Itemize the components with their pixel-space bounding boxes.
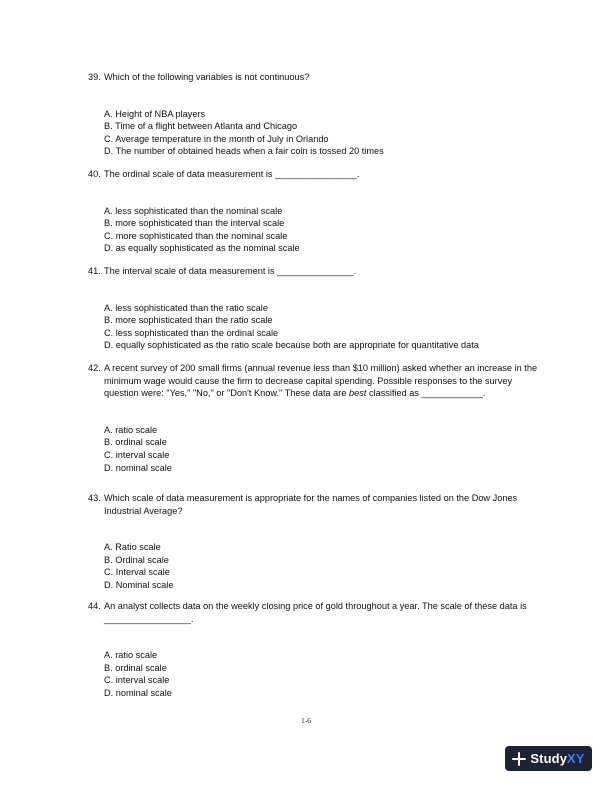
question-40 (88, 168, 538, 255)
brand-name-primary: Study (530, 751, 568, 766)
page-number: 1-6 (301, 716, 311, 725)
answer-option: B. ordinal scale (104, 437, 167, 448)
answer-option: D. The number of obtained heads when a fair coin is tossed 20 times (104, 146, 384, 157)
question-text: The ordinal scale of data measurement is ________________. (104, 169, 360, 179)
answer-option: B. more sophisticated than the interval scale (104, 218, 285, 229)
question-text-part: A recent survey of 200 small firms (annual revenue less than $10 million) asked whether an increase in the minimum wage would cause the firm to decrease capital spending. Possible responses to the survey question were: "Yes," "No," or "Don't Know." These data are (104, 363, 538, 399)
answer-option: D. Nominal scale (104, 579, 174, 590)
question-text-part: classified as ____________. (366, 388, 486, 399)
question-text: An analyst collects data on the weekly closing price of gold throughout a year. The scale of these data is _________________. (104, 601, 527, 624)
answer-option: B. Time of a flight between Atlanta and Chicago (104, 121, 298, 132)
answer-option: D. equally sophisticated as the ratio scale because both are appropriate for quantitative data (104, 340, 479, 351)
answer-options (104, 649, 538, 699)
question-43 (88, 492, 538, 592)
brand-name (530, 751, 584, 766)
question-text-emphasis: best (349, 388, 367, 399)
answer-option: B. Ordinal scale (104, 554, 169, 565)
answer-options (104, 424, 538, 474)
question-text: The interval scale of data measurement is _______________. (104, 266, 357, 276)
answer-options (104, 302, 538, 352)
answer-option: A. ratio scale (104, 424, 158, 435)
answer-option: C. less sophisticated than the ordinal scale (104, 327, 279, 338)
answer-option: A. less sophisticated than the ratio scale (104, 302, 268, 313)
question-text: Which of the following variables is not continuous? (104, 72, 310, 82)
question-text: Which scale of data measurement is appropriate for the names of companies listed on the Dow Jones Industrial Average? (104, 493, 518, 516)
answer-option: D. nominal scale (104, 462, 172, 473)
brand-name-secondary: XY (567, 751, 585, 766)
answer-options (104, 108, 538, 158)
question-number: 41. (88, 266, 101, 276)
answer-option: D. as equally sophisticated as the nominal scale (104, 243, 300, 254)
question-42 (88, 362, 538, 474)
question-44 (88, 600, 538, 700)
answer-options (104, 205, 538, 255)
question-number: 39. (88, 72, 101, 82)
answer-option: A. Ratio scale (104, 542, 161, 553)
answer-option: C. interval scale (104, 675, 170, 686)
question-41 (88, 265, 538, 352)
answer-option: C. more sophisticated than the nominal scale (104, 230, 288, 241)
question-number: 43. (88, 493, 101, 503)
question-number: 42. (88, 363, 101, 373)
answer-option: A. less sophisticated than the nominal scale (104, 205, 283, 216)
answer-option: C. interval scale (104, 449, 170, 460)
question-number: 44. (88, 601, 101, 611)
answer-option: A. Height of NBA players (104, 108, 206, 119)
answer-option: B. ordinal scale (104, 662, 167, 673)
answer-option: D. nominal scale (104, 687, 172, 698)
answer-option: B. more sophisticated than the ratio scale (104, 315, 273, 326)
studyxy-logo-badge[interactable] (505, 746, 592, 771)
question-39 (88, 71, 538, 158)
answer-option: C. Average temperature in the month of July in Orlando (104, 133, 329, 144)
plus-icon (512, 752, 526, 766)
answer-option: A. ratio scale (104, 650, 158, 661)
question-number: 40. (88, 169, 101, 179)
answer-option: C. Interval scale (104, 567, 170, 578)
answer-options (104, 541, 538, 591)
question-text (104, 362, 538, 400)
